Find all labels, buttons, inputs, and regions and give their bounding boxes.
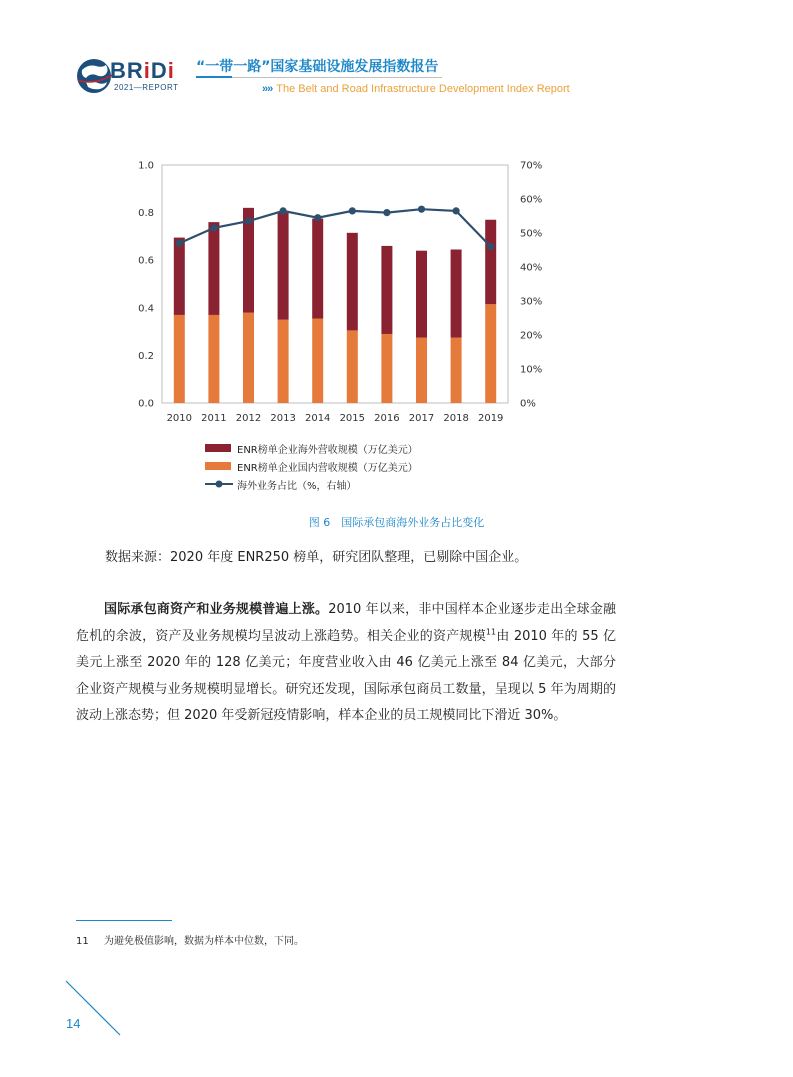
x-tick-label: 2013 [270, 413, 296, 424]
footnote-rule [76, 920, 172, 921]
x-tick-label: 2010 [166, 413, 193, 424]
y-left-tick-label: 0.0 [138, 398, 154, 410]
paragraph-text-2: 由 2010 年的 55 亿美元上涨至 2020 年的 128 亿美元；年度营业收入由 46 亿美元上涨至 84 亿美元，大部分企业资产规模与业务规模明显增长。研究还发现，国际承包商员工数量，呈现以 5 年为周期的波动上涨态势；但 2020 年受新冠疫情影响，样本企业的员工规模同比下滑近 30%。 [76, 628, 616, 723]
ratio-point-2017 [418, 206, 425, 213]
y-left-tick-label: 0.8 [138, 208, 154, 220]
footnote [76, 932, 304, 947]
ratio-point-2014 [314, 214, 321, 221]
report-title-cn: “一带一路”国家基础设施发展指数报告 [196, 59, 439, 75]
y-right-tick-label: 20% [520, 330, 543, 342]
x-tick-label: 2011 [201, 413, 227, 424]
bar-overseas-2019 [485, 220, 496, 304]
y-left-tick-label: 0.4 [138, 303, 154, 315]
header-accent-rule [196, 76, 232, 78]
bar-overseas-2018 [451, 249, 462, 337]
header-rule [232, 77, 442, 78]
x-tick-label: 2014 [304, 413, 331, 424]
x-tick-label: 2015 [339, 413, 366, 424]
ratio-point-2018 [453, 207, 460, 214]
paragraph-lead: 国际承包商资产和业务规模普遍上涨。 [104, 602, 329, 617]
x-tick-label: 2017 [408, 413, 435, 424]
x-tick-label: 2018 [443, 413, 469, 424]
y-left-tick-label: 0.2 [138, 350, 154, 362]
page-header [0, 0, 793, 110]
legend-label-ratio: 海外业务占比（%，右轴） [237, 481, 357, 492]
chart-canvas [110, 150, 550, 440]
y-right-tick-label: 50% [520, 228, 543, 240]
bar-domestic-2019 [485, 304, 496, 403]
ratio-point-2011 [210, 224, 217, 231]
body-paragraph [76, 597, 616, 730]
report-title-en: The Belt and Road Infrastructure Development Index Report [276, 83, 570, 95]
bar-domestic-2014 [312, 319, 323, 403]
ratio-line [179, 209, 490, 246]
y-right-tick-label: 10% [520, 364, 543, 376]
y-right-tick-label: 30% [520, 296, 543, 308]
bar-domestic-2012 [243, 313, 254, 403]
logo-subtitle: 2021—REPORT [114, 83, 179, 92]
x-tick-label: 2016 [374, 413, 400, 424]
bar-overseas-2016 [381, 246, 392, 334]
ratio-point-2015 [349, 207, 356, 214]
figure-caption: 图 6 国际承包商海外业务占比变化 [308, 516, 485, 529]
revenue-chart [110, 150, 550, 440]
y-left-tick-label: 1.0 [138, 160, 154, 172]
legend-swatch-ratio [205, 476, 233, 492]
y-left-tick-label: 0.6 [138, 255, 154, 267]
bar-overseas-2010 [174, 238, 185, 315]
report-title-en-row [262, 83, 570, 95]
legend-label-overseas: ENR榜单企业海外营收规模（万亿美元） [237, 445, 418, 456]
page-number: 14 [66, 1016, 81, 1031]
footnote-number: 11 [76, 936, 89, 947]
x-tick-label: 2019 [477, 413, 504, 424]
triple-arrow-icon: »» [262, 83, 273, 95]
bar-domestic-2010 [174, 315, 185, 403]
bar-domestic-2015 [347, 330, 358, 403]
y-right-tick-label: 60% [520, 194, 543, 206]
y-right-tick-label: 70% [520, 160, 543, 172]
footnote-text: 为避免极值影响，数据为样本中位数，下同。 [104, 936, 304, 947]
bar-overseas-2014 [312, 219, 323, 319]
bar-domestic-2011 [208, 315, 219, 403]
ratio-point-2019 [487, 243, 494, 250]
y-right-tick-label: 0% [520, 398, 536, 410]
bar-domestic-2018 [451, 338, 462, 403]
ratio-point-2016 [383, 209, 390, 216]
corner-decoration [60, 975, 126, 1041]
data-source: 数据来源：2020 年度 ENR250 榜单，研究团队整理，已剔除中国企业。 [105, 550, 528, 565]
legend-swatch-domestic [205, 462, 231, 470]
bar-domestic-2017 [416, 338, 427, 403]
bar-overseas-2017 [416, 251, 427, 338]
ratio-point-2013 [280, 207, 287, 214]
ratio-point-2010 [176, 240, 183, 247]
logo-wordmark: BRiDi [110, 58, 175, 83]
bar-overseas-2015 [347, 233, 358, 331]
legend-label-domestic: ENR榜单企业国内营收规模（万亿美元） [237, 463, 418, 474]
legend-swatch-overseas [205, 444, 231, 452]
footnote-ref[interactable]: 11 [485, 627, 497, 637]
paragraph-text-1: 2010 年以来，非中国样本企业逐步走出全球金融危机的余波，资产及业务规模均呈波动上涨趋势。相关企业的资产规模 [76, 602, 616, 644]
ratio-point-2012 [245, 218, 252, 225]
bar-overseas-2013 [278, 213, 289, 320]
bar-domestic-2016 [381, 334, 392, 403]
bridi-logo [76, 56, 196, 96]
bar-overseas-2011 [208, 222, 219, 315]
bar-domestic-2013 [278, 320, 289, 403]
x-tick-label: 2012 [235, 413, 262, 424]
y-right-tick-label: 40% [520, 262, 543, 274]
